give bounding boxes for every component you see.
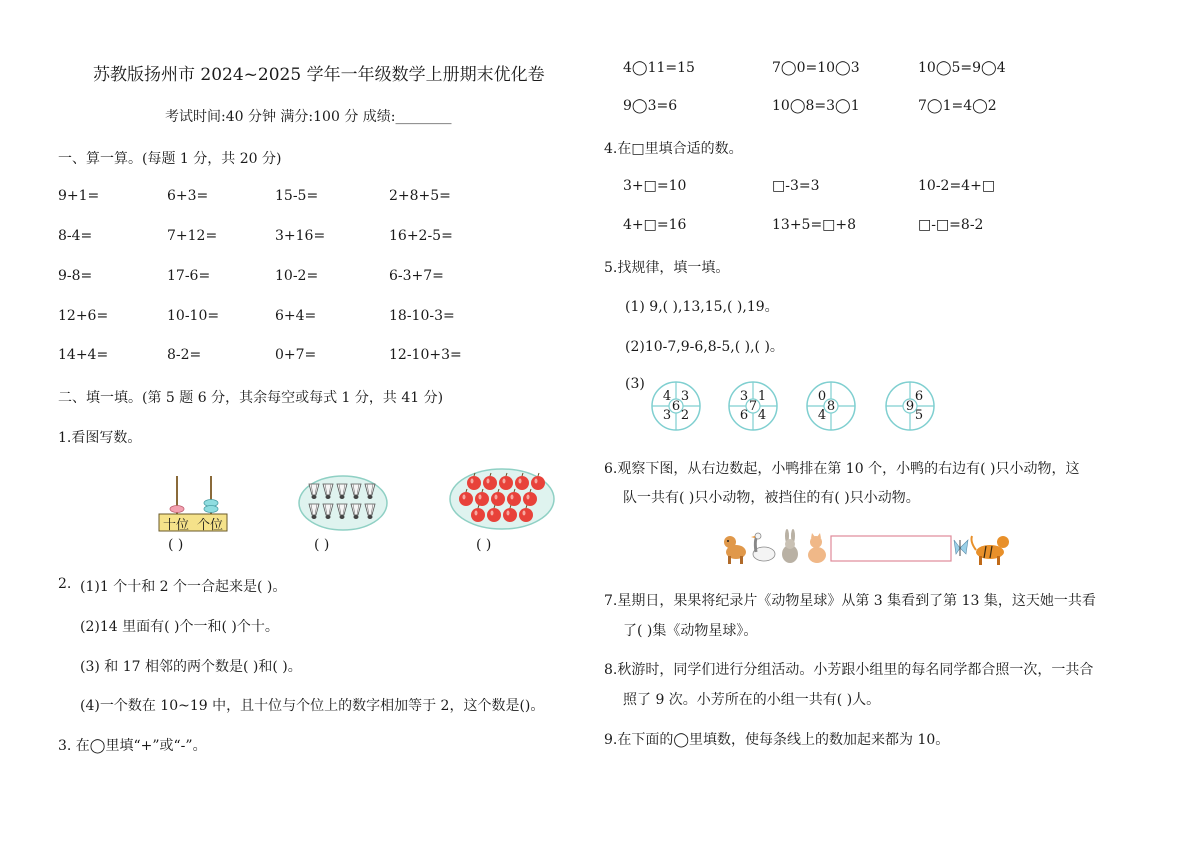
q3-item: 7◯0=10◯3: [772, 60, 860, 76]
covering-box: [831, 536, 951, 561]
wheel-number-tr: 3: [680, 389, 690, 404]
calc-item: 18-10-3=: [389, 308, 455, 324]
wheel-number-bl: 4: [817, 408, 827, 423]
q2-item-2: (2)14 里面有( )个一和( )个十。: [80, 619, 279, 635]
calc-item: 16+2-5=: [389, 228, 453, 244]
wheel-number-bl: 6: [739, 408, 749, 423]
q2-item-4: (4)一个数在 10~19 中，且十位与个位上的数字相加等于 2，这个数是()。: [80, 698, 545, 714]
calc-item: 7+12=: [167, 228, 218, 244]
q4-item: □-3=3: [772, 178, 820, 194]
calc-item: 15-5=: [275, 188, 319, 204]
q9-line: 9.在下面的◯里填数，使每条线上的数加起来都为 10。: [604, 732, 950, 748]
rabbit-icon: [782, 529, 798, 563]
exam-info: 考试时间:40 分钟 满分:100 分 成绩:________: [165, 109, 452, 125]
q8-line-1: 8.秋游时，同学们进行分组活动。小芳跟小组里的每名同学都合照一次，一共合: [604, 662, 1094, 678]
wheel-number-tr: 6: [914, 389, 924, 404]
part2-heading: 二、填一填。(第 5 题 6 分，其余每空或每式 1 分，共 41 分): [58, 390, 444, 406]
q2-item-1: (1)1 个十和 2 个一合起来是( )。: [80, 579, 287, 595]
q7-line-1: 7.星期日，果果将纪录片《动物星球》从第 3 集看到了第 13 集，这天她一共看: [604, 593, 1096, 609]
calc-item: 17-6=: [167, 268, 211, 284]
abacus-tens-label: 十位: [163, 518, 190, 533]
calc-item: 9+1=: [58, 188, 100, 204]
wheel-number-bl: 3: [662, 408, 672, 423]
number-wheel: [651, 381, 701, 431]
animal-queue-illustration: [720, 528, 1012, 568]
calc-item: 12+6=: [58, 308, 109, 324]
wheel-number-center: 7: [748, 399, 758, 414]
wheel-number-tr: 1: [757, 389, 767, 404]
q6-line-1: 6.观察下图，从右边数起，小鸭排在第 10 个，小鸭的右边有( )只小动物，这: [604, 461, 1080, 477]
q1-answer-blank-2[interactable]: ( ): [314, 537, 330, 553]
q6-line-2: 队一共有( )只小动物，被挡住的有( )只小动物。: [623, 490, 920, 506]
calc-item: 8-4=: [58, 228, 93, 244]
q7-line-2: 了( )集《动物星球》。: [623, 623, 758, 639]
q3-item: 10◯5=9◯4: [918, 60, 1006, 76]
calc-item: 3+16=: [275, 228, 326, 244]
goose-icon: [751, 533, 775, 561]
dog-icon: [724, 536, 746, 564]
q3-item: 7◯1=4◯2: [918, 98, 997, 114]
shuttlecock-illustration: [297, 474, 389, 532]
q3-item: 10◯8=3◯1: [772, 98, 860, 114]
wheel-number-tl: 3: [739, 389, 749, 404]
abacus-ones-label: 个位: [197, 518, 224, 533]
q4-label: 4.在□里填合适的数。: [604, 141, 743, 157]
calc-item: 2+8+5=: [389, 188, 451, 204]
wheel-number-center: 6: [671, 399, 681, 414]
q5-item-3: (3): [625, 376, 645, 392]
calc-item: 9-8=: [58, 268, 93, 284]
calc-item: 0+7=: [275, 347, 317, 363]
apple-illustration: [448, 467, 556, 531]
cat-icon: [808, 533, 826, 563]
number-wheel: [728, 381, 778, 431]
page-title: 苏教版扬州市 2024~2025 学年一年级数学上册期末优化卷: [93, 65, 545, 85]
q5-item-2: (2)10-7,9-6,8-5,( ),( )。: [625, 339, 784, 355]
q3-item: 9◯3=6: [623, 98, 678, 114]
wheel-number-tl: 4: [662, 389, 672, 404]
part1-heading: 一、算一算。(每题 1 分，共 20 分): [58, 151, 282, 167]
calc-item: 10-10=: [167, 308, 220, 324]
wheel-number-center: 8: [826, 399, 836, 414]
q3-label: 3. 在◯里填“+”或“-”。: [58, 738, 207, 754]
q3-item: 4◯11=15: [623, 60, 695, 76]
wheel-number-br: 4: [757, 408, 767, 423]
calc-item: 6-3+7=: [389, 268, 444, 284]
wheel-number-center: 9: [905, 399, 915, 414]
q5-item-1: (1) 9,( ),13,15,( ),19。: [625, 299, 779, 315]
calc-item: 10-2=: [275, 268, 319, 284]
q4-item: 3+□=10: [623, 178, 687, 194]
q8-line-2: 照了 9 次。小芳所在的小组一共有( )人。: [623, 692, 881, 708]
q4-item: 13+5=□+8: [772, 217, 857, 233]
wheel-number-tl: 0: [817, 389, 827, 404]
q5-label: 5.找规律，填一填。: [604, 260, 730, 276]
q2-item-3: (3) 和 17 相邻的两个数是( )和( )。: [80, 659, 302, 675]
q1-answer-blank-1[interactable]: ( ): [168, 537, 184, 553]
calc-item: 12-10+3=: [389, 347, 462, 363]
calc-item: 8-2=: [167, 347, 202, 363]
q1-label: 1.看图写数。: [58, 430, 142, 446]
wheel-number-br: 5: [914, 408, 924, 423]
q4-item: 10-2=4+□: [918, 178, 996, 194]
butterfly-icon: [954, 540, 968, 556]
calc-item: 6+3=: [167, 188, 209, 204]
wheel-number-br: 2: [680, 408, 690, 423]
q4-item: 4+□=16: [623, 217, 687, 233]
calc-item: 14+4=: [58, 347, 109, 363]
q4-item: □-□=8-2: [918, 217, 984, 233]
calc-item: 6+4=: [275, 308, 317, 324]
q1-answer-blank-3[interactable]: ( ): [476, 537, 492, 553]
number-wheel: [806, 381, 856, 431]
number-wheel: [885, 381, 935, 431]
tiger-icon: [972, 536, 1010, 565]
q2-label: 2.: [58, 576, 72, 592]
